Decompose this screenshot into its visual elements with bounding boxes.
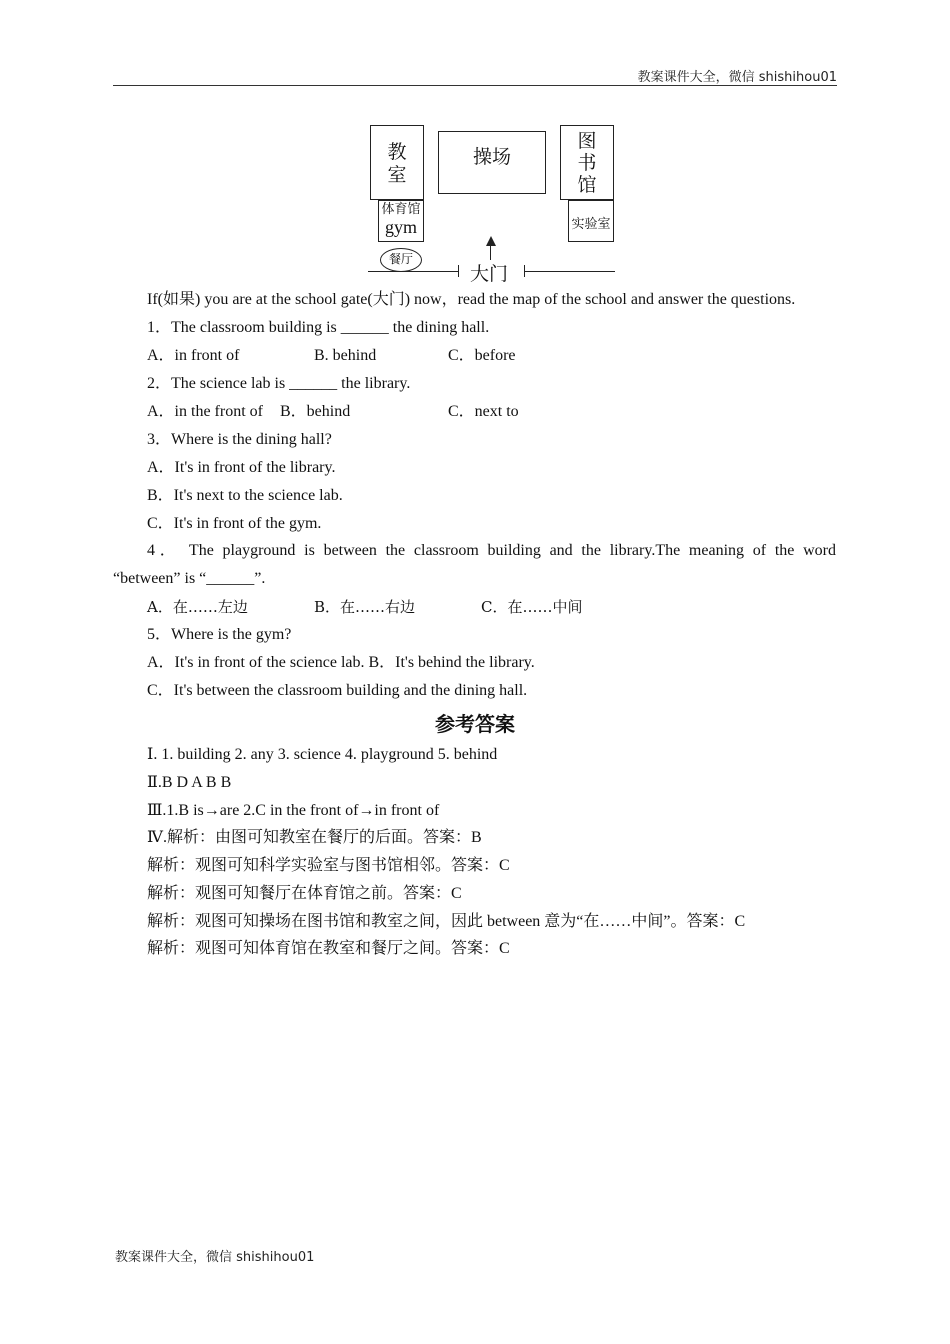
answer-line-3: Ⅲ.1.B is→are 2.C in the front of→in front of <box>147 802 440 819</box>
school-map <box>360 120 622 285</box>
q2-option-a: A．in the front of <box>147 403 263 420</box>
page-header: 教案课件大全，微信 shishihou01 <box>637 70 837 85</box>
map-science-lab: 实验室 <box>568 200 614 242</box>
map-gate-line-right <box>524 271 615 272</box>
q3-option-a: A．It's in front of the library. <box>147 459 336 476</box>
map-gate-tick-left <box>458 265 459 277</box>
question-3: 3．Where is the dining hall? <box>147 431 332 448</box>
answer-line-7: 解析：观图可知操场在图书馆和教室之间，因此 between 意为“在……中间”。答案：C <box>147 913 746 930</box>
q4-option-c: C．在……中间 <box>481 598 583 616</box>
question-5: 5．Where is the gym? <box>147 626 292 643</box>
q2-option-c: C．next to <box>448 403 519 420</box>
q1-option-c: C．before <box>448 347 516 364</box>
q5-option-c: C．It's between the classroom building and the dining hall. <box>147 682 528 699</box>
q4-option-b: B．在……右边 <box>314 598 416 616</box>
answer-line-2: Ⅱ.B D A B B <box>147 774 232 791</box>
map-arrow-head <box>486 236 496 246</box>
map-gym <box>378 200 424 242</box>
question-4-line-1: 4． The playground is between the classroom building and the library.The meaning of the word <box>147 542 836 559</box>
map-dining-hall: 餐厅 <box>380 248 422 272</box>
q2-option-b: B．behind <box>280 403 351 420</box>
answer-key-title: 参考答案 <box>435 712 515 736</box>
answer-line-4: Ⅳ.解析：由图可知教室在餐厅的后面。答案：B <box>147 829 482 846</box>
map-gate-line-left <box>368 271 458 272</box>
map-arrow-shaft <box>490 244 491 260</box>
map-gate-label: 大门 <box>470 263 509 285</box>
q1-option-a: A．in front of <box>147 347 240 364</box>
intro-text: If(如果) you are at the school gate(大门) now，read the map of the school and answer the questions. <box>147 291 796 308</box>
map-playground: 操场 <box>438 131 546 194</box>
map-library: 图 书 馆 <box>560 125 614 200</box>
map-gym-en: gym <box>384 217 417 237</box>
header-divider <box>113 85 837 86</box>
q4-option-a: A．在……左边 <box>147 598 248 616</box>
q3-option-b: B．It's next to the science lab. <box>147 487 343 504</box>
answer-line-5: 解析：观图可知科学实验室与图书馆相邻。答案：C <box>147 857 510 874</box>
question-1: 1．The classroom building is ______ the dining hall. <box>147 319 490 336</box>
answer-line-8: 解析：观图可知体育馆在教室和餐厅之间。答案：C <box>147 940 510 957</box>
q1-option-b: B. behind <box>314 347 377 364</box>
q5-options-ab: A．It's in front of the science lab. B．It's behind the library. <box>147 654 535 671</box>
map-classroom: 教 室 <box>370 125 424 200</box>
map-gym-cn: 体育馆 <box>381 202 421 217</box>
answer-line-6: 解析：观图可知餐厅在体育馆之前。答案：C <box>147 885 462 902</box>
answer-line-1: Ⅰ. 1. building 2. any 3. science 4. playground 5. behind <box>147 746 498 763</box>
q3-option-c: C．It's in front of the gym. <box>147 515 322 532</box>
question-2: 2．The science lab is ______ the library. <box>147 375 411 392</box>
page-footer: 教案课件大全，微信 shishihou01 <box>115 1250 315 1265</box>
question-4-line-2: “between” is “______”. <box>113 570 266 587</box>
